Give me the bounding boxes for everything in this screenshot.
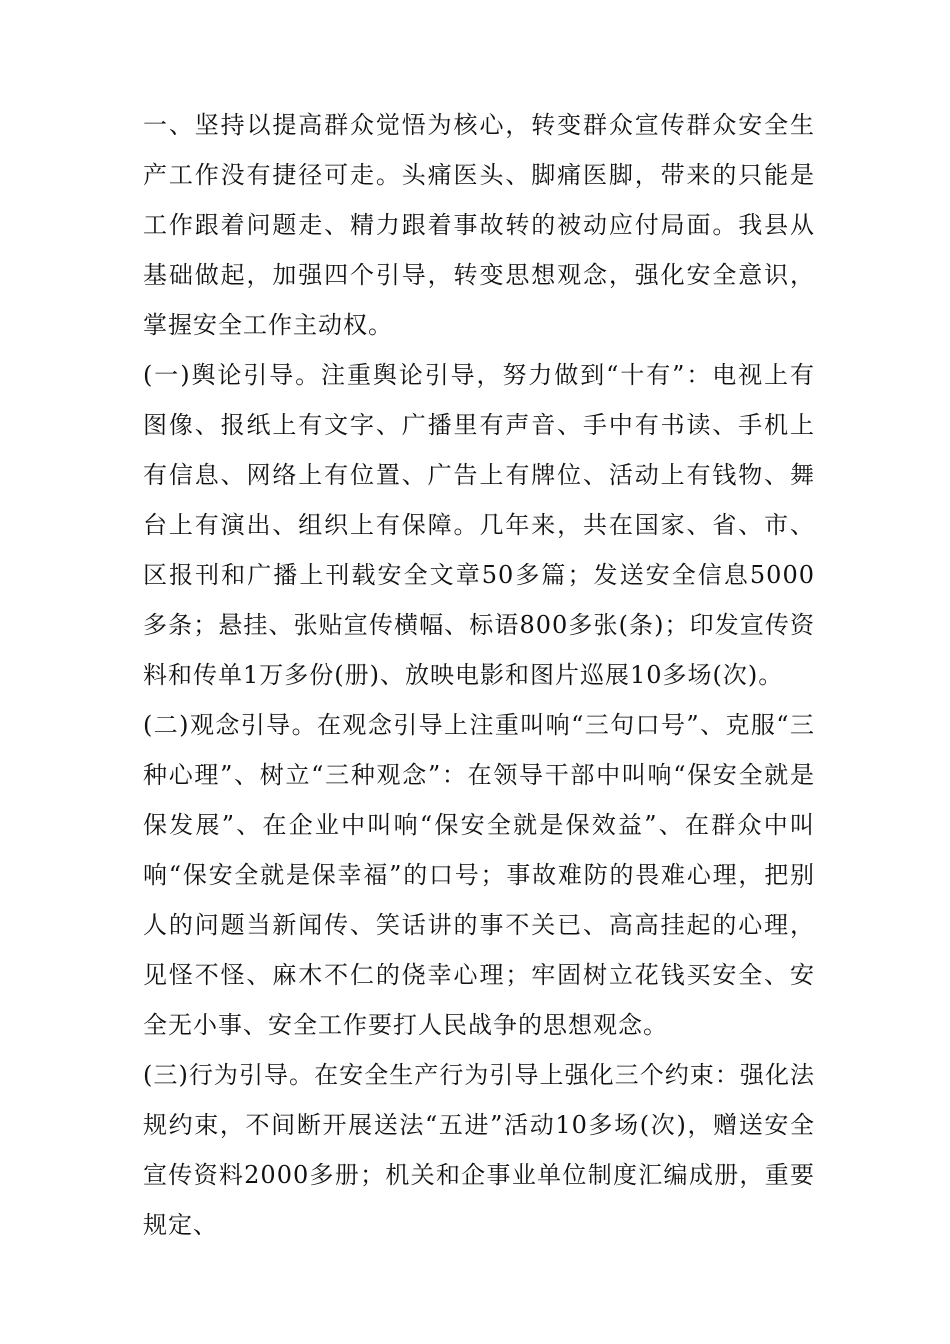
document-body [143,100,815,1250]
paragraph-behavior-guidance: (三)行为引导。在安全生产行为引导上强化三个约束：强化法规约束，不间断开展送法“五进”活动10多场(次)，赠送安全宣传资料2000多册；机关和企事业单位制度汇编成册，重要规定、 [143,1061,815,1239]
paragraph-concept-guidance: (二)观念引导。在观念引导上注重叫响“三句口号”、克服“三种心理”、树立“三种观念”：在领导干部中叫响“保安全就是保发展”、在企业中叫响“保安全就是保效益”、在群众中叫响“保安全就是保幸福”的口号；事故难防的畏难心理，把别人的问题当新闻传、笑话讲的事不关已、高高挂起的心理，见怪不怪、麻木不仁的侥幸心理；牢固树立花钱买安全、安全无小事、安全工作要打人民战争的思想观念。 [143,711,815,1039]
paragraph-public-opinion: (一)舆论引导。注重舆论引导，努力做到“十有”：电视上有图像、报纸上有文字、广播里有声音、手中有书读、手机上有信息、网络上有位置、广告上有牌位、活动上有钱物、舞台上有演出、组织上有保障。几年来，共在国家、省、市、区报刊和广播上刊载安全文章50多篇；发送安全信息5000多条；悬挂、张贴宣传横幅、标语800多张(条)；印发宣传资料和传单1万多份(册)、放映电影和图片巡展10多场(次)。 [143,361,815,689]
paragraph-section-one: 一、坚持以提高群众觉悟为核心，转变群众宣传群众安全生产工作没有捷径可走。头痛医头、脚痛医脚，带来的只能是工作跟着问题走、精力跟着事故转的被动应付局面。我县从基础做起，加强四个引导，转变思想观念，强化安全意识，掌握安全工作主动权。 [143,111,815,339]
